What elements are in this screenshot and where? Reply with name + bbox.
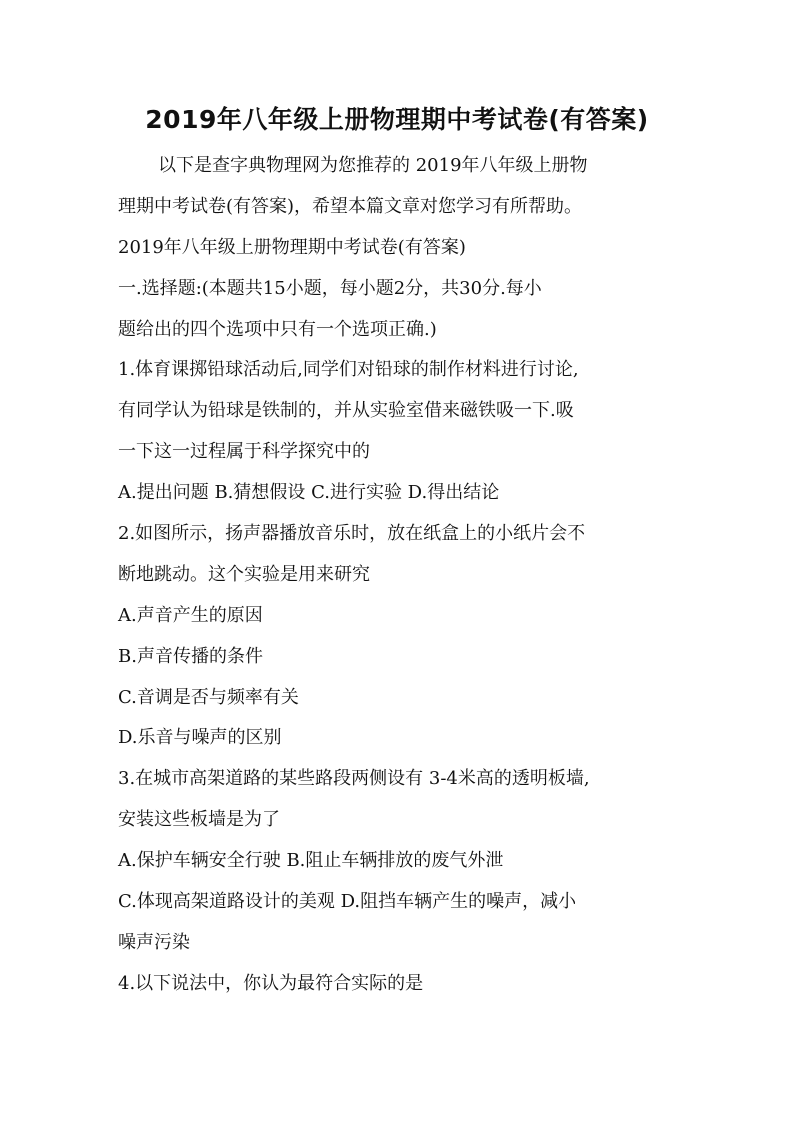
question-2-option-b: B.声音传播的条件 [118,645,263,667]
question-3-options-cd: C.体现高架道路设计的美观 D.阻挡车辆产生的噪声，减小 [118,891,577,913]
question-3-line-2: 安装这些板墙是为了 [118,809,280,831]
document-body [118,146,678,1005]
question-3-line-1: 3.在城市高架道路的某些路段两侧设有 3-4米高的透明板墙, [118,768,590,790]
document-title: 2019年八年级上册物理期中考试卷(有答案) [145,105,649,134]
instructions-line-1: 一.选择题:(本题共15小题，每小题2分，共30分.每小 [118,277,542,299]
question-3-options-ab: A.保护车辆安全行驶 B.阻止车辆排放的废气外泄 [118,850,504,872]
question-1-line-2: 有同学认为铅球是铁制的，并从实验室借来磁铁吸一下.吸 [118,400,574,422]
question-1-options: A.提出问题 B.猜想假设 C.进行实验 D.得出结论 [118,482,500,504]
question-3-options-cd-cont: 噪声污染 [118,931,190,953]
intro-line-1: 以下是查字典物理网为您推荐的 2019年八年级上册物 [158,155,588,176]
question-2-option-c: C.音调是否与频率有关 [118,686,299,708]
question-4-line-1: 4.以下说法中，你认为最符合实际的是 [118,972,424,994]
intro-line-2: 理期中考试卷(有答案)，希望本篇文章对您学习有所帮助。 [118,195,583,217]
section-heading: 2019年八年级上册物理期中考试卷(有答案) [118,236,466,258]
instructions-line-2: 题给出的四个选项中只有一个选项正确.) [118,318,437,340]
question-2-option-d: D.乐音与噪声的区别 [118,727,282,749]
question-2-line-1: 2.如图所示，扬声器播放音乐时，放在纸盒上的小纸片会不 [118,523,586,545]
question-1-line-1: 1.体育课掷铅球活动后,同学们对铅球的制作材料进行讨论, [118,359,579,381]
question-1-line-3: 一下这一过程属于科学探究中的 [118,441,370,463]
question-2-line-2: 断地跳动。这个实验是用来研究 [118,563,370,585]
question-2-option-a: A.声音产生的原因 [118,604,263,626]
